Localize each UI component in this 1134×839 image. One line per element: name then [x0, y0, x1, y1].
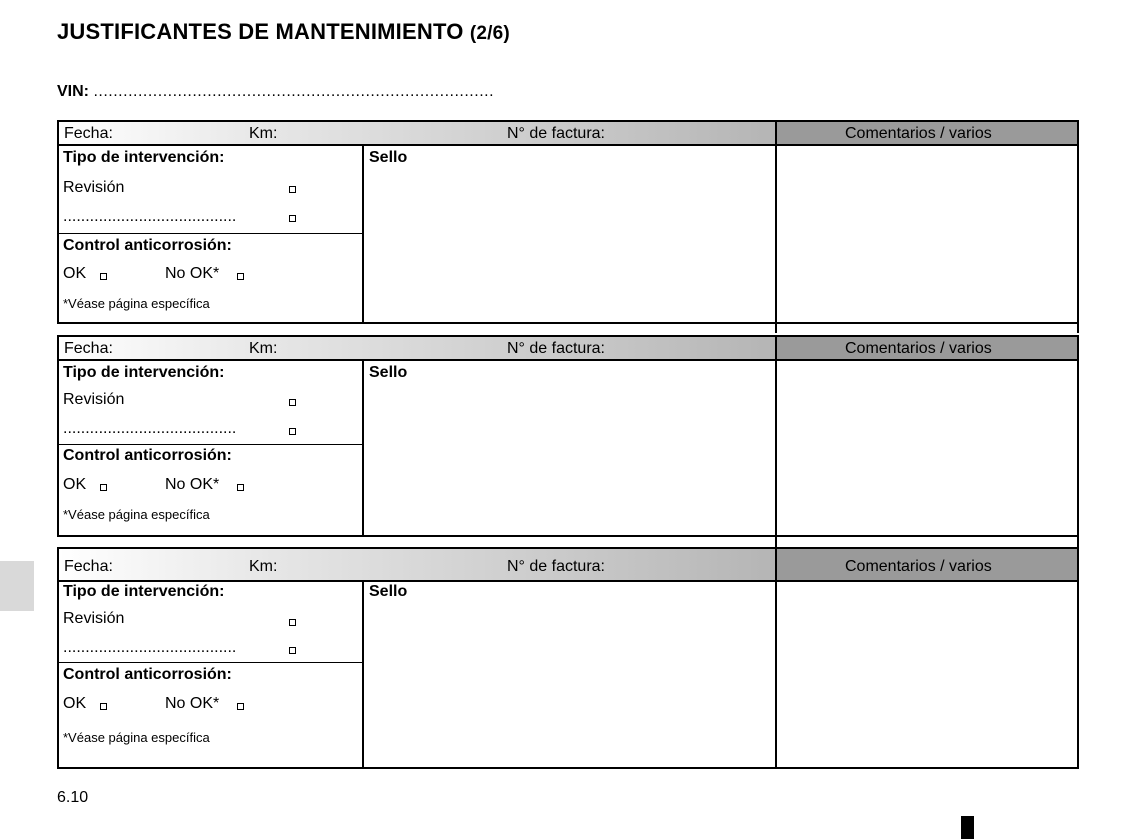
stamp-column [364, 146, 777, 322]
comments-label: Comentarios / varios [845, 125, 992, 142]
title-page-ref: (2/6) [469, 23, 510, 44]
title-text: JUSTIFICANTES DE MANTENIMIENTO [57, 19, 464, 44]
fecha-label: Fecha: [64, 340, 113, 357]
ok-label: OK [63, 476, 87, 493]
see-page-note: *Véase página específica [63, 296, 210, 311]
km-label: Km: [249, 125, 278, 142]
record-header [59, 337, 1077, 361]
other-intervention-checkbox[interactable] [289, 215, 296, 222]
anticorrosion-label: Control anticorrosión: [63, 237, 232, 254]
comments-label: Comentarios / varios [845, 558, 992, 575]
see-page-note: *Véase página específica [63, 730, 210, 745]
not-ok-label: No OK* [165, 265, 220, 282]
other-intervention-blank: ....................................... [63, 208, 237, 225]
maintenance-record-2 [57, 335, 1079, 537]
intervention-type-label: Tipo de intervención: [63, 364, 225, 381]
stamp-column [364, 361, 777, 535]
revision-label: Revisión [63, 391, 125, 408]
stamp-column [364, 582, 777, 767]
page-title [57, 19, 510, 45]
invoice-number-label: N° de factura: [507, 125, 605, 142]
ok-checkbox[interactable] [100, 484, 107, 491]
not-ok-checkbox[interactable] [237, 273, 244, 280]
ok-label: OK [63, 695, 87, 712]
fecha-label: Fecha: [64, 125, 113, 142]
intervention-column [59, 361, 364, 535]
vin-label: VIN: [57, 83, 89, 100]
intervention-type-label: Tipo de intervención: [63, 149, 225, 166]
anticorrosion-label: Control anticorrosión: [63, 447, 232, 464]
intervention-type-label: Tipo de intervención: [63, 583, 225, 600]
edge-marker [961, 816, 974, 839]
km-label: Km: [249, 558, 278, 575]
not-ok-checkbox[interactable] [237, 703, 244, 710]
record-header [59, 549, 1077, 582]
other-intervention-checkbox[interactable] [289, 647, 296, 654]
vin-line [57, 83, 494, 101]
see-page-note: *Véase página específica [63, 507, 210, 522]
anticorrosion-label: Control anticorrosión: [63, 666, 232, 683]
revision-label: Revisión [63, 610, 125, 627]
not-ok-label: No OK* [165, 476, 220, 493]
comments-label: Comentarios / varios [845, 340, 992, 357]
other-intervention-blank: ....................................... [63, 639, 237, 656]
ok-checkbox[interactable] [100, 703, 107, 710]
ok-checkbox[interactable] [100, 273, 107, 280]
revision-label: Revisión [63, 179, 125, 196]
intervention-column [59, 146, 364, 322]
stamp-label: Sello [369, 149, 408, 166]
section-tab-marker [0, 561, 34, 611]
revision-checkbox[interactable] [289, 399, 296, 406]
record-header [59, 122, 1077, 146]
vin-dotted-field: ................................................................................. [93, 83, 495, 100]
page-number: 6.10 [57, 789, 89, 806]
stamp-label: Sello [369, 364, 408, 381]
fecha-label: Fecha: [64, 558, 113, 575]
not-ok-label: No OK* [165, 695, 220, 712]
km-label: Km: [249, 340, 278, 357]
revision-checkbox[interactable] [289, 619, 296, 626]
not-ok-checkbox[interactable] [237, 484, 244, 491]
ok-label: OK [63, 265, 87, 282]
stamp-label: Sello [369, 583, 408, 600]
revision-checkbox[interactable] [289, 186, 296, 193]
other-intervention-checkbox[interactable] [289, 428, 296, 435]
invoice-number-label: N° de factura: [507, 340, 605, 357]
intervention-column [59, 582, 364, 767]
maintenance-record-3 [57, 547, 1079, 769]
other-intervention-blank: ....................................... [63, 420, 237, 437]
maintenance-record-1 [57, 120, 1079, 324]
invoice-number-label: N° de factura: [507, 558, 605, 575]
